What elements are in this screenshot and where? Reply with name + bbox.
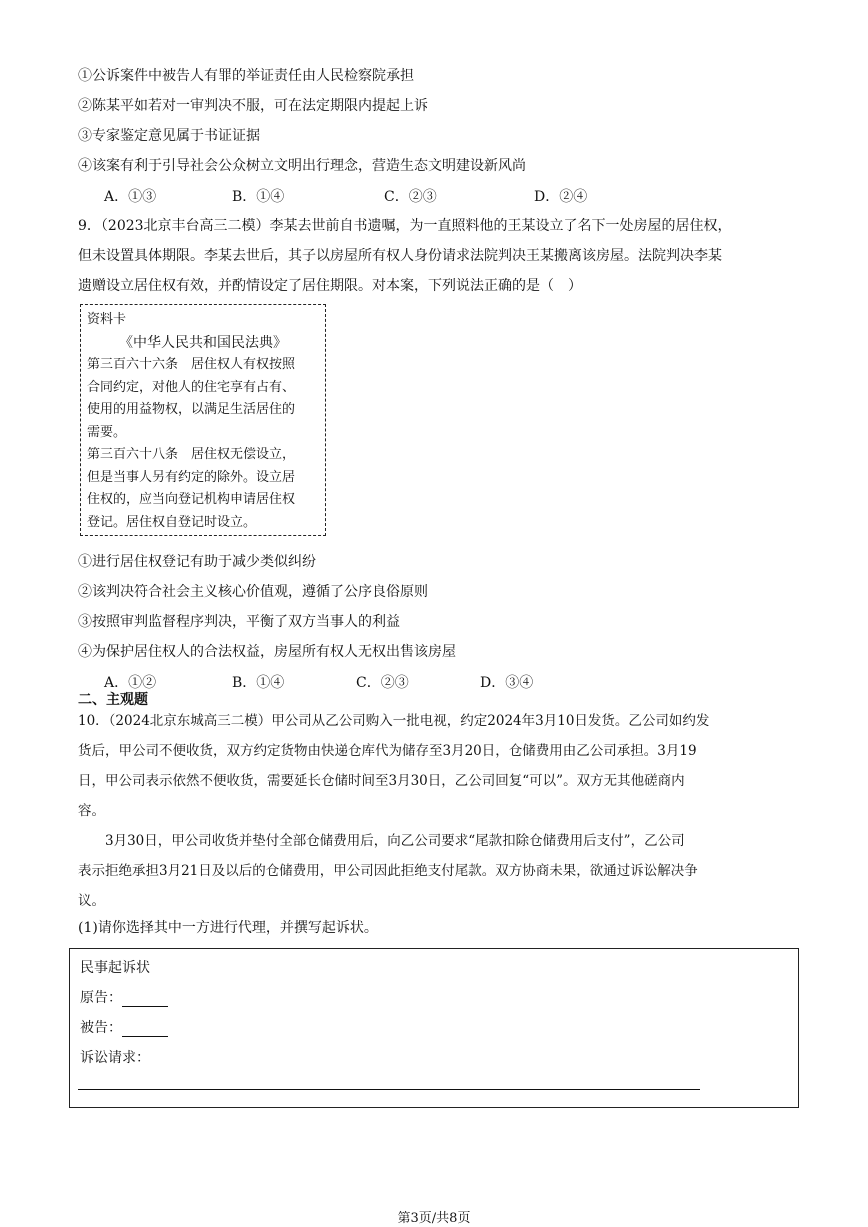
q10-paragraph-2 [78, 826, 798, 916]
section-heading: 二、主观题 [78, 692, 148, 708]
q8-option-d[interactable]: D．②④ [534, 189, 588, 205]
resource-card-label: 资料卡 [87, 312, 127, 327]
q10-p2-line: 3月30日，甲公司收货并垫付全部仓储费用后，向乙公司要求“尾款扣除仓储费用后支付”，乙公司 [78, 833, 685, 849]
q10-p2-line: 议。 [78, 893, 105, 909]
resource-card-title: 《中华人民共和国民法典》 [119, 334, 287, 351]
resource-card-line: 第三百六十六条 居住权人有权按照 [87, 357, 296, 372]
complaint-form [69, 948, 799, 1108]
q8-option-a[interactable]: A．①③ [104, 189, 157, 205]
resource-card-line: 需要。 [87, 424, 127, 440]
q8-statement-1: ①公诉案件中被告人有罪的举证责任由人民检察院承担 [78, 68, 414, 84]
q9-statement-2: ②该判决符合社会主义核心价值观，遵循了公序良俗原则 [78, 584, 428, 600]
q9-option-b[interactable]: B．①④ [232, 675, 285, 691]
q9-statement-4: ④为保护居住权人的合法权益，房屋所有权人无权出售该房屋 [78, 644, 456, 660]
q8-option-b[interactable]: B．①④ [232, 189, 285, 205]
q10-p1-line: 日，甲公司表示依然不便收货，需要延长仓储时间至3月30日，乙公司回复“可以”。双方无其他磋商内 [78, 773, 685, 789]
q8-statement-2: ②陈某平如若对一审判决不服，可在法定期限内提起上诉 [78, 98, 428, 114]
resource-card [80, 304, 326, 536]
q10-subquestion-1: (1)请你选择其中一方进行代理，并撰写起诉状。 [78, 920, 378, 936]
q10-p1-line: 10．（2024北京东城高三二模）甲公司从乙公司购入一批电视，约定2024年3月10日发货。乙公司如约发 [78, 713, 710, 729]
q9-option-d[interactable]: D．③④ [480, 675, 534, 691]
q9-statement-3: ③按照审判监督程序判决，平衡了双方当事人的利益 [78, 614, 400, 630]
q10-p1-line: 货后，甲公司不便收货，双方约定货物由快递仓库代为储存至3月20日，仓储费用由乙公司承担。3月19 [78, 743, 697, 759]
q8-option-c[interactable]: C．②③ [384, 189, 437, 205]
resource-card-line: 登记。居住权自登记时设立。 [87, 514, 257, 530]
q9-stem-line-2: 但未设置具体期限。李某去世后，其子以房屋所有权人身份请求法院判决王某搬离该房屋。法院判决李某 [78, 248, 722, 264]
q10-paragraph-1 [78, 706, 798, 826]
plaintiff-label: 原告： [80, 990, 122, 1006]
q9-statement-1: ①进行居住权登记有助于减少类似纠纷 [78, 554, 316, 570]
resource-card-line: 合同约定，对他人的住宅享有占有、 [87, 379, 296, 395]
q9-stem-line-1: 9．（2023北京丰台高三二模）李某去世前自书遗嘱，为一直照料他的王某设立了名下一处房屋的居住权， [78, 218, 732, 234]
q9-stem-line-3: 遗赠设立居住权有效，并酌情设定了居住期限。对本案，下列说法正确的是（ ） [78, 278, 582, 294]
complaint-form-title: 民事起诉状 [80, 960, 150, 976]
resource-card-line: 但是当事人另有约定的除外。设立居 [87, 469, 296, 485]
plaintiff-field[interactable] [80, 987, 168, 1007]
defendant-label: 被告： [80, 1020, 122, 1036]
q9-option-c[interactable]: C．②③ [356, 675, 409, 691]
defendant-blank[interactable] [122, 1022, 168, 1037]
q8-statement-3: ③专家鉴定意见属于书证证据 [78, 128, 260, 144]
claims-label: 诉讼请求： [80, 1050, 150, 1066]
defendant-field[interactable] [80, 1017, 168, 1037]
q10-p2-line: 表示拒绝承担3月21日及以后的仓储费用，甲公司因此拒绝支付尾款。双方协商未果，欲通过诉讼解决争 [78, 863, 698, 879]
page-footer: 第3页/共8页 [397, 1211, 471, 1226]
claims-answer-line[interactable] [78, 1089, 700, 1090]
resource-card-line: 住权的，应当向登记机构申请居住权 [87, 492, 296, 507]
q9-option-a[interactable]: A．①② [104, 675, 157, 691]
plaintiff-blank[interactable] [122, 992, 168, 1007]
resource-card-line: 第三百六十八条 居住权无偿设立， [87, 447, 296, 462]
resource-card-line: 使用的用益物权，以满足生活居住的 [87, 402, 296, 417]
q10-p1-line: 容。 [78, 803, 105, 819]
q8-statement-4: ④该案有利于引导社会公众树立文明出行理念，营造生态文明建设新风尚 [78, 158, 526, 174]
